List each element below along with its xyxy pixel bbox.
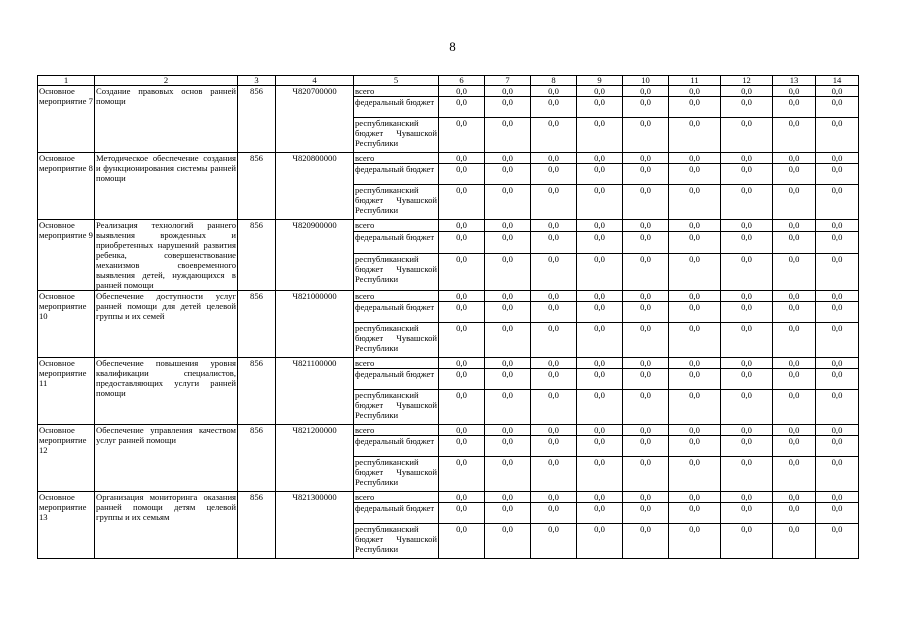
budget-code-cell: Ч821300000 [276, 492, 354, 559]
value-cell: 0,0 [577, 524, 623, 559]
grbs-code-cell: 856 [238, 492, 276, 559]
value-cell: 0,0 [485, 220, 531, 232]
value-cell: 0,0 [773, 503, 816, 524]
value-cell: 0,0 [669, 369, 721, 390]
value-cell: 0,0 [816, 118, 859, 153]
value-cell: 0,0 [531, 302, 577, 323]
value-cell: 0,0 [623, 302, 669, 323]
value-cell: 0,0 [721, 153, 773, 164]
column-header: 14 [816, 76, 859, 86]
activity-name-cell: Основное мероприятие 9 [38, 220, 95, 291]
value-cell: 0,0 [669, 291, 721, 302]
value-cell: 0,0 [485, 302, 531, 323]
value-cell: 0,0 [669, 220, 721, 232]
value-cell: 0,0 [669, 492, 721, 503]
page-number: 8 [449, 39, 456, 54]
table-row [38, 86, 859, 97]
value-cell: 0,0 [816, 220, 859, 232]
value-cell: 0,0 [721, 97, 773, 118]
value-cell: 0,0 [439, 253, 485, 290]
value-cell: 0,0 [531, 390, 577, 425]
column-header: 8 [531, 76, 577, 86]
table-row [38, 358, 859, 369]
table-header-row [38, 76, 859, 86]
funding-source-cell: всего [354, 220, 439, 232]
value-cell: 0,0 [485, 503, 531, 524]
funding-source-cell: республиканский бюджет Чувашской Республики [354, 253, 439, 290]
table-row [38, 492, 859, 503]
value-cell: 0,0 [485, 436, 531, 457]
value-cell: 0,0 [439, 425, 485, 436]
value-cell: 0,0 [816, 86, 859, 97]
value-cell: 0,0 [577, 436, 623, 457]
value-cell: 0,0 [816, 425, 859, 436]
value-cell: 0,0 [816, 164, 859, 185]
activity-name-cell: Основное мероприятие 10 [38, 291, 95, 358]
value-cell: 0,0 [669, 118, 721, 153]
column-header: 4 [276, 76, 354, 86]
column-header: 2 [95, 76, 238, 86]
activity-description-cell: Обеспечение повышения уровня квалификации специалистов, предоставляющих услуги ранней помощи [95, 358, 238, 425]
value-cell: 0,0 [531, 86, 577, 97]
value-cell: 0,0 [439, 86, 485, 97]
column-header: 3 [238, 76, 276, 86]
value-cell: 0,0 [439, 358, 485, 369]
value-cell: 0,0 [816, 524, 859, 559]
value-cell: 0,0 [485, 97, 531, 118]
value-cell: 0,0 [669, 524, 721, 559]
value-cell: 0,0 [439, 369, 485, 390]
value-cell: 0,0 [577, 323, 623, 358]
value-cell: 0,0 [816, 323, 859, 358]
funding-source-cell: федеральный бюджет [354, 503, 439, 524]
value-cell: 0,0 [623, 358, 669, 369]
value-cell: 0,0 [485, 390, 531, 425]
value-cell: 0,0 [721, 291, 773, 302]
value-cell: 0,0 [669, 302, 721, 323]
value-cell: 0,0 [577, 220, 623, 232]
value-cell: 0,0 [773, 323, 816, 358]
value-cell: 0,0 [773, 425, 816, 436]
value-cell: 0,0 [773, 358, 816, 369]
value-cell: 0,0 [531, 164, 577, 185]
value-cell: 0,0 [439, 492, 485, 503]
funding-source-cell: всего [354, 291, 439, 302]
grbs-code-cell: 856 [238, 358, 276, 425]
value-cell: 0,0 [816, 492, 859, 503]
value-cell: 0,0 [816, 185, 859, 220]
value-cell: 0,0 [669, 390, 721, 425]
value-cell: 0,0 [721, 390, 773, 425]
funding-source-cell: всего [354, 492, 439, 503]
activity-description-cell: Организация мониторинга оказания ранней помощи детям целевой группы и их семьям [95, 492, 238, 559]
value-cell: 0,0 [485, 358, 531, 369]
value-cell: 0,0 [531, 358, 577, 369]
value-cell: 0,0 [721, 86, 773, 97]
budget-code-cell: Ч821000000 [276, 291, 354, 358]
value-cell: 0,0 [485, 164, 531, 185]
value-cell: 0,0 [623, 185, 669, 220]
table-body [38, 76, 859, 559]
value-cell: 0,0 [531, 153, 577, 164]
value-cell: 0,0 [721, 302, 773, 323]
value-cell: 0,0 [439, 503, 485, 524]
value-cell: 0,0 [439, 97, 485, 118]
value-cell: 0,0 [669, 86, 721, 97]
value-cell: 0,0 [816, 153, 859, 164]
funding-source-cell: федеральный бюджет [354, 436, 439, 457]
funding-source-cell: всего [354, 358, 439, 369]
value-cell: 0,0 [721, 492, 773, 503]
value-cell: 0,0 [439, 302, 485, 323]
value-cell: 0,0 [439, 153, 485, 164]
value-cell: 0,0 [531, 369, 577, 390]
budget-code-cell: Ч820700000 [276, 86, 354, 153]
value-cell: 0,0 [721, 436, 773, 457]
value-cell: 0,0 [623, 323, 669, 358]
value-cell: 0,0 [485, 86, 531, 97]
value-cell: 0,0 [816, 457, 859, 492]
activity-name-cell: Основное мероприятие 7 [38, 86, 95, 153]
value-cell: 0,0 [721, 185, 773, 220]
funding-source-cell: федеральный бюджет [354, 369, 439, 390]
value-cell: 0,0 [816, 369, 859, 390]
value-cell: 0,0 [623, 524, 669, 559]
activity-name-cell: Основное мероприятие 13 [38, 492, 95, 559]
value-cell: 0,0 [485, 253, 531, 290]
value-cell: 0,0 [816, 302, 859, 323]
value-cell: 0,0 [623, 425, 669, 436]
value-cell: 0,0 [439, 164, 485, 185]
value-cell: 0,0 [773, 457, 816, 492]
value-cell: 0,0 [485, 231, 531, 253]
value-cell: 0,0 [531, 185, 577, 220]
funding-source-cell: республиканский бюджет Чувашской Республики [354, 118, 439, 153]
column-header: 5 [354, 76, 439, 86]
value-cell: 0,0 [669, 457, 721, 492]
value-cell: 0,0 [531, 118, 577, 153]
value-cell: 0,0 [721, 253, 773, 290]
value-cell: 0,0 [623, 457, 669, 492]
value-cell: 0,0 [577, 369, 623, 390]
value-cell: 0,0 [816, 291, 859, 302]
value-cell: 0,0 [439, 390, 485, 425]
value-cell: 0,0 [773, 390, 816, 425]
value-cell: 0,0 [669, 358, 721, 369]
value-cell: 0,0 [721, 164, 773, 185]
value-cell: 0,0 [623, 220, 669, 232]
value-cell: 0,0 [623, 153, 669, 164]
value-cell: 0,0 [669, 153, 721, 164]
value-cell: 0,0 [577, 253, 623, 290]
funding-source-cell: республиканский бюджет Чувашской Республики [354, 323, 439, 358]
activity-description-cell: Создание правовых основ ранней помощи [95, 86, 238, 153]
funding-source-cell: федеральный бюджет [354, 231, 439, 253]
funding-source-cell: всего [354, 153, 439, 164]
value-cell: 0,0 [485, 425, 531, 436]
value-cell: 0,0 [773, 291, 816, 302]
value-cell: 0,0 [721, 358, 773, 369]
value-cell: 0,0 [721, 503, 773, 524]
activity-name-cell: Основное мероприятие 11 [38, 358, 95, 425]
value-cell: 0,0 [531, 492, 577, 503]
value-cell: 0,0 [773, 492, 816, 503]
funding-source-cell: федеральный бюджет [354, 164, 439, 185]
value-cell: 0,0 [816, 253, 859, 290]
table-row [38, 291, 859, 302]
value-cell: 0,0 [816, 231, 859, 253]
value-cell: 0,0 [577, 185, 623, 220]
column-header: 11 [669, 76, 721, 86]
budget-code-cell: Ч821200000 [276, 425, 354, 492]
column-header: 12 [721, 76, 773, 86]
value-cell: 0,0 [577, 97, 623, 118]
value-cell: 0,0 [577, 302, 623, 323]
value-cell: 0,0 [485, 457, 531, 492]
value-cell: 0,0 [577, 118, 623, 153]
value-cell: 0,0 [816, 358, 859, 369]
value-cell: 0,0 [773, 436, 816, 457]
value-cell: 0,0 [531, 253, 577, 290]
grbs-code-cell: 856 [238, 220, 276, 291]
value-cell: 0,0 [773, 253, 816, 290]
value-cell: 0,0 [623, 253, 669, 290]
budget-code-cell: Ч821100000 [276, 358, 354, 425]
value-cell: 0,0 [773, 185, 816, 220]
activity-name-cell: Основное мероприятие 8 [38, 153, 95, 220]
column-header: 6 [439, 76, 485, 86]
value-cell: 0,0 [577, 153, 623, 164]
value-cell: 0,0 [531, 503, 577, 524]
value-cell: 0,0 [577, 503, 623, 524]
value-cell: 0,0 [669, 185, 721, 220]
funding-source-cell: всего [354, 425, 439, 436]
value-cell: 0,0 [773, 302, 816, 323]
value-cell: 0,0 [531, 231, 577, 253]
value-cell: 0,0 [721, 457, 773, 492]
value-cell: 0,0 [721, 231, 773, 253]
value-cell: 0,0 [773, 220, 816, 232]
value-cell: 0,0 [485, 369, 531, 390]
value-cell: 0,0 [439, 220, 485, 232]
funding-source-cell: федеральный бюджет [354, 97, 439, 118]
value-cell: 0,0 [439, 436, 485, 457]
value-cell: 0,0 [623, 164, 669, 185]
value-cell: 0,0 [531, 457, 577, 492]
value-cell: 0,0 [531, 97, 577, 118]
value-cell: 0,0 [721, 323, 773, 358]
value-cell: 0,0 [577, 231, 623, 253]
activity-description-cell: Обеспечение управления качеством услуг ранней помощи [95, 425, 238, 492]
value-cell: 0,0 [577, 164, 623, 185]
value-cell: 0,0 [669, 323, 721, 358]
value-cell: 0,0 [623, 231, 669, 253]
value-cell: 0,0 [439, 118, 485, 153]
grbs-code-cell: 856 [238, 425, 276, 492]
budget-code-cell: Ч820800000 [276, 153, 354, 220]
value-cell: 0,0 [623, 291, 669, 302]
table-row [38, 153, 859, 164]
table-row [38, 220, 859, 232]
budget-code-cell: Ч820900000 [276, 220, 354, 291]
value-cell: 0,0 [773, 369, 816, 390]
value-cell: 0,0 [485, 291, 531, 302]
table-row [38, 425, 859, 436]
value-cell: 0,0 [577, 425, 623, 436]
value-cell: 0,0 [531, 436, 577, 457]
value-cell: 0,0 [721, 220, 773, 232]
grbs-code-cell: 856 [238, 153, 276, 220]
value-cell: 0,0 [669, 253, 721, 290]
value-cell: 0,0 [485, 185, 531, 220]
value-cell: 0,0 [773, 86, 816, 97]
value-cell: 0,0 [577, 86, 623, 97]
column-header: 13 [773, 76, 816, 86]
value-cell: 0,0 [485, 492, 531, 503]
value-cell: 0,0 [773, 153, 816, 164]
funding-source-cell: республиканский бюджет Чувашской Республики [354, 185, 439, 220]
value-cell: 0,0 [485, 524, 531, 559]
value-cell: 0,0 [623, 97, 669, 118]
value-cell: 0,0 [816, 390, 859, 425]
budget-table [37, 75, 859, 559]
value-cell: 0,0 [773, 524, 816, 559]
value-cell: 0,0 [485, 153, 531, 164]
value-cell: 0,0 [773, 231, 816, 253]
value-cell: 0,0 [577, 492, 623, 503]
value-cell: 0,0 [721, 369, 773, 390]
column-header: 10 [623, 76, 669, 86]
funding-source-cell: республиканский бюджет Чувашской Республики [354, 390, 439, 425]
column-header: 7 [485, 76, 531, 86]
value-cell: 0,0 [721, 118, 773, 153]
funding-source-cell: федеральный бюджет [354, 302, 439, 323]
value-cell: 0,0 [721, 425, 773, 436]
value-cell: 0,0 [669, 425, 721, 436]
activity-description-cell: Обеспечение доступности услуг ранней помощи для детей целевой группы и их семей [95, 291, 238, 358]
value-cell: 0,0 [531, 220, 577, 232]
value-cell: 0,0 [485, 118, 531, 153]
activity-description-cell: Методическое обеспечение создания и функционирования системы ранней помощи [95, 153, 238, 220]
grbs-code-cell: 856 [238, 86, 276, 153]
funding-source-cell: всего [354, 86, 439, 97]
value-cell: 0,0 [439, 323, 485, 358]
value-cell: 0,0 [623, 369, 669, 390]
value-cell: 0,0 [439, 185, 485, 220]
activity-description-cell: Реализация технологий раннего выявления врожденных и приобретенных нарушений развития ребенка, совершенствование механизмов своевременного выявления детей, нуждающихся в ранней помощи [96, 220, 236, 290]
value-cell: 0,0 [439, 457, 485, 492]
value-cell: 0,0 [816, 503, 859, 524]
column-header: 1 [38, 76, 95, 86]
value-cell: 0,0 [721, 524, 773, 559]
value-cell: 0,0 [577, 291, 623, 302]
value-cell: 0,0 [531, 323, 577, 358]
value-cell: 0,0 [623, 492, 669, 503]
value-cell: 0,0 [773, 118, 816, 153]
value-cell: 0,0 [816, 97, 859, 118]
value-cell: 0,0 [439, 231, 485, 253]
value-cell: 0,0 [623, 436, 669, 457]
value-cell: 0,0 [577, 457, 623, 492]
value-cell: 0,0 [577, 390, 623, 425]
value-cell: 0,0 [669, 436, 721, 457]
value-cell: 0,0 [623, 86, 669, 97]
value-cell: 0,0 [531, 425, 577, 436]
value-cell: 0,0 [669, 97, 721, 118]
grbs-code-cell: 856 [238, 291, 276, 358]
activity-name-cell: Основное мероприятие 12 [38, 425, 95, 492]
value-cell: 0,0 [816, 436, 859, 457]
value-cell: 0,0 [669, 164, 721, 185]
value-cell: 0,0 [439, 524, 485, 559]
value-cell: 0,0 [623, 390, 669, 425]
funding-source-cell: республиканский бюджет Чувашской Республики [354, 524, 439, 559]
value-cell: 0,0 [531, 524, 577, 559]
value-cell: 0,0 [773, 164, 816, 185]
value-cell: 0,0 [485, 323, 531, 358]
funding-source-cell: республиканский бюджет Чувашской Республики [354, 457, 439, 492]
value-cell: 0,0 [531, 291, 577, 302]
value-cell: 0,0 [669, 231, 721, 253]
value-cell: 0,0 [439, 291, 485, 302]
value-cell: 0,0 [623, 503, 669, 524]
column-header: 9 [577, 76, 623, 86]
value-cell: 0,0 [623, 118, 669, 153]
value-cell: 0,0 [773, 97, 816, 118]
value-cell: 0,0 [669, 503, 721, 524]
value-cell: 0,0 [577, 358, 623, 369]
